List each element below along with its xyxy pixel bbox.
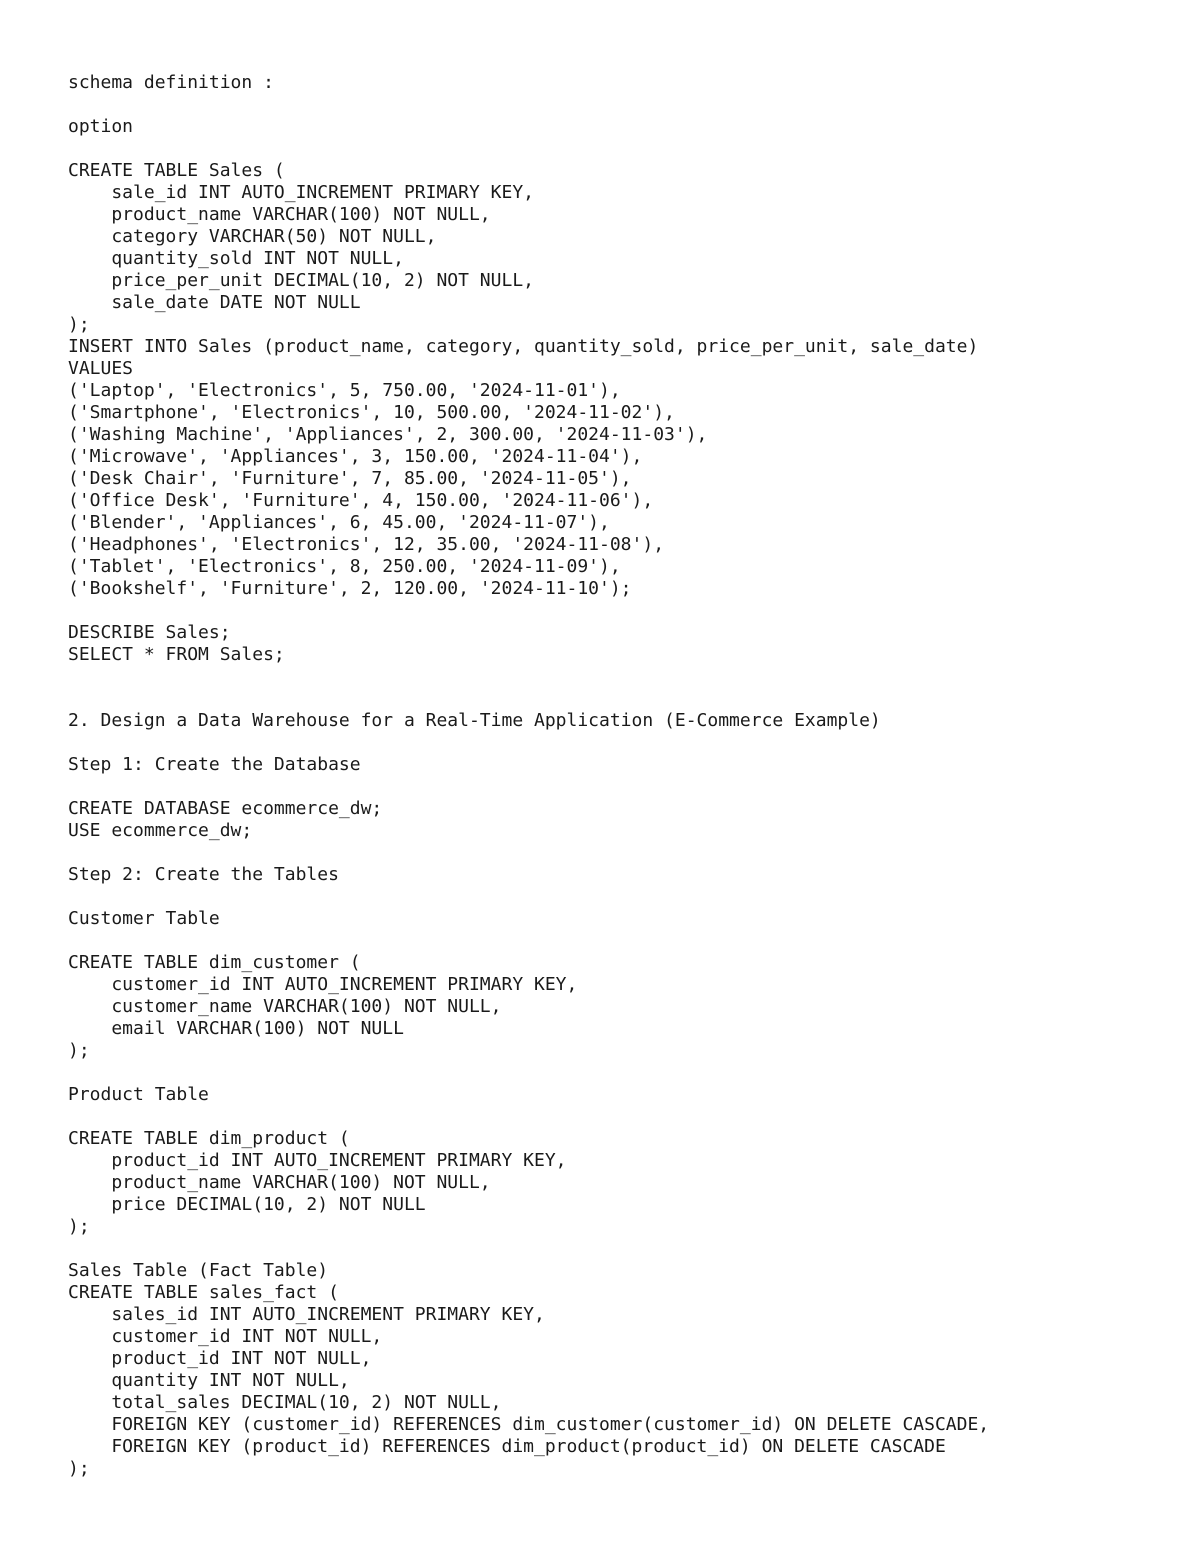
code-line: price_per_unit DECIMAL(10, 2) NOT NULL,: [68, 270, 534, 291]
code-line: FOREIGN KEY (customer_id) REFERENCES dim_customer(customer_id) ON DELETE CASCADE,: [68, 1414, 990, 1435]
code-line: VALUES: [68, 358, 134, 379]
code-line: ('Desk Chair', 'Furniture', 7, 85.00, '2024-11-05'),: [68, 468, 632, 489]
code-line: customer_name VARCHAR(100) NOT NULL,: [68, 996, 502, 1017]
code-line: customer_id INT AUTO_INCREMENT PRIMARY KEY,: [68, 974, 578, 995]
text-line: [68, 776, 1178, 798]
code-line: USE ecommerce_dw;: [68, 820, 253, 841]
code-line: FOREIGN KEY (product_id) REFERENCES dim_product(product_id) ON DELETE CASCADE: [68, 1436, 946, 1457]
text-line: [68, 666, 1178, 688]
text-line: [68, 1062, 1178, 1084]
code-line: product_name VARCHAR(100) NOT NULL,: [68, 204, 491, 225]
subheading: Sales Table (Fact Table): [68, 1260, 329, 1281]
text-line: [68, 886, 1178, 908]
code-line: CREATE TABLE dim_customer (: [68, 952, 361, 973]
code-line: product_name VARCHAR(100) NOT NULL,: [68, 1172, 491, 1193]
code-line: product_id INT AUTO_INCREMENT PRIMARY KEY,: [68, 1150, 567, 1171]
code-line: ('Office Desk', 'Furniture', 4, 150.00, '2024-11-06'),: [68, 490, 654, 511]
text-line: option: [68, 116, 134, 137]
code-line: ('Blender', 'Appliances', 6, 45.00, '2024-11-07'),: [68, 512, 610, 533]
code-line: sale_date DATE NOT NULL: [68, 292, 361, 313]
code-line: total_sales DECIMAL(10, 2) NOT NULL,: [68, 1392, 502, 1413]
text-line: [68, 1238, 1178, 1260]
code-line: CREATE TABLE Sales (: [68, 160, 285, 181]
code-line: );: [68, 314, 90, 335]
text-line: [68, 600, 1178, 622]
code-line: quantity_sold INT NOT NULL,: [68, 248, 404, 269]
step-heading: Step 1: Create the Database: [68, 754, 361, 775]
text-line: [68, 842, 1178, 864]
code-line: sales_id INT AUTO_INCREMENT PRIMARY KEY,: [68, 1304, 545, 1325]
code-line: );: [68, 1216, 90, 1237]
code-line: CREATE TABLE sales_fact (: [68, 1282, 339, 1303]
step-heading: Step 2: Create the Tables: [68, 864, 339, 885]
text-line: [68, 138, 1178, 160]
code-line: ('Laptop', 'Electronics', 5, 750.00, '2024-11-01'),: [68, 380, 621, 401]
document-body: [68, 72, 1178, 1480]
code-line: email VARCHAR(100) NOT NULL: [68, 1018, 404, 1039]
code-line: customer_id INT NOT NULL,: [68, 1326, 383, 1347]
code-line: ('Bookshelf', 'Furniture', 2, 120.00, '2024-11-10');: [68, 578, 632, 599]
section-heading: 2. Design a Data Warehouse for a Real-Time Application (E-Commerce Example): [68, 710, 881, 731]
text-line: [68, 688, 1178, 710]
code-line: CREATE DATABASE ecommerce_dw;: [68, 798, 383, 819]
code-line: ('Smartphone', 'Electronics', 10, 500.00, '2024-11-02'),: [68, 402, 675, 423]
code-line: sale_id INT AUTO_INCREMENT PRIMARY KEY,: [68, 182, 534, 203]
code-line: ('Microwave', 'Appliances', 3, 150.00, '2024-11-04'),: [68, 446, 643, 467]
text-line: schema definition :: [68, 72, 274, 93]
code-line: category VARCHAR(50) NOT NULL,: [68, 226, 437, 247]
code-line: );: [68, 1040, 90, 1061]
subheading: Customer Table: [68, 908, 220, 929]
code-line: price DECIMAL(10, 2) NOT NULL: [68, 1194, 426, 1215]
code-line: CREATE TABLE dim_product (: [68, 1128, 350, 1149]
code-line: ('Tablet', 'Electronics', 8, 250.00, '2024-11-09'),: [68, 556, 621, 577]
text-line: [68, 930, 1178, 952]
code-line: quantity INT NOT NULL,: [68, 1370, 350, 1391]
code-line: ('Headphones', 'Electronics', 12, 35.00, '2024-11-08'),: [68, 534, 665, 555]
code-line: SELECT * FROM Sales;: [68, 644, 285, 665]
text-line: [68, 94, 1178, 116]
code-line: DESCRIBE Sales;: [68, 622, 231, 643]
text-line: [68, 732, 1178, 754]
code-line: INSERT INTO Sales (product_name, category, quantity_sold, price_per_unit, sale_date): [68, 336, 979, 357]
code-line: product_id INT NOT NULL,: [68, 1348, 372, 1369]
text-line: [68, 1106, 1178, 1128]
subheading: Product Table: [68, 1084, 209, 1105]
code-line: ('Washing Machine', 'Appliances', 2, 300.00, '2024-11-03'),: [68, 424, 708, 445]
code-line: );: [68, 1458, 90, 1479]
